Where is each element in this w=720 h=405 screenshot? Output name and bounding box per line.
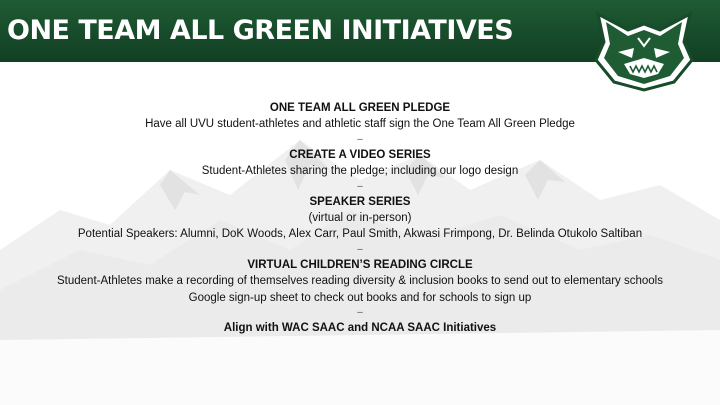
speaker-format: (virtual or in-person): [308, 212, 412, 225]
speaker-list: Potential Speakers: Alumni, DoK Woods, Alex Carr, Paul Smith, Akwasi Frimpong, Dr. Belinda Otukolo Saltiban: [77, 228, 643, 241]
reading-heading: VIRTUAL CHILDREN’S READING CIRCLE: [247, 258, 473, 271]
separator: –: [357, 307, 363, 319]
video-heading: CREATE A VIDEO SERIES: [289, 148, 431, 161]
initiatives-list: [0, 100, 720, 336]
align-heading: Align with WAC SAAC and NCAA SAAC Initiatives: [223, 322, 497, 335]
speaker-heading: SPEAKER SERIES: [309, 195, 411, 208]
page-title: ONE TEAM ALL GREEN INITIATIVES: [7, 15, 514, 46]
pledge-text: Have all UVU student-athletes and athletic staff sign the One Team All Green Pledge: [145, 118, 575, 131]
pledge-heading: ONE TEAM ALL GREEN PLEDGE: [269, 102, 451, 114]
wolverine-mascot-icon: [588, 8, 700, 92]
reading-signup: Google sign-up sheet to check out books and for schools to sign up: [188, 291, 532, 304]
separator: –: [357, 243, 363, 255]
separator: –: [357, 133, 363, 145]
reading-text: Student-Athletes make a recording of themselves reading diversity & inclusion books to send out to elementary schools: [57, 275, 663, 288]
separator: –: [357, 180, 363, 192]
video-text: Student-Athletes sharing the pledge; including our logo design: [201, 165, 519, 178]
